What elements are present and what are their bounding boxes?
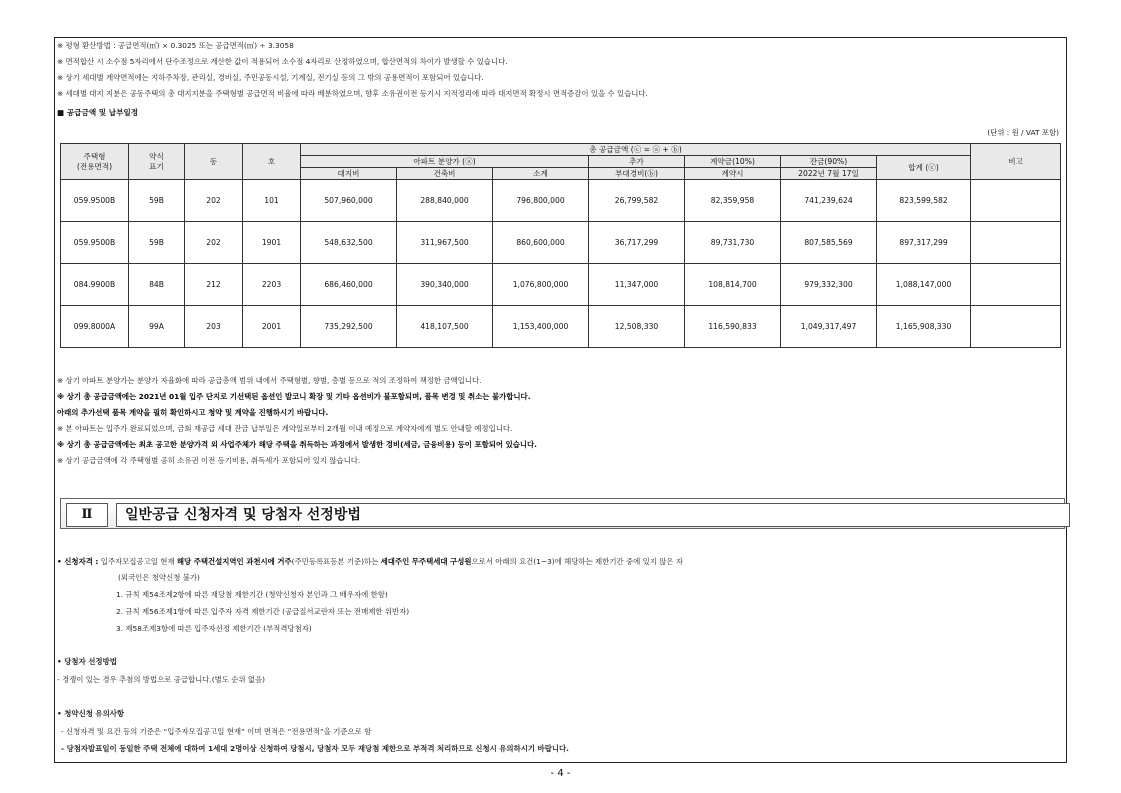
cell-extra-cost: 12,508,330 [589,306,685,348]
cell-total: 1,088,147,000 [877,264,971,306]
eligibility-label: • 신청자격 : [57,557,99,566]
winner-text: - 경쟁이 있는 경우 추첨의 방법으로 공급합니다.(별도 순위 없음) [57,675,266,684]
cell-subtotal: 860,600,000 [493,222,589,264]
cell-balance: 807,585,569 [781,222,877,264]
cell-land: 507,960,000 [301,180,397,222]
header-total: 총 공급금액 (ⓒ = ⓐ + ⓑ) [301,144,971,156]
cell-building: 390,340,000 [397,264,493,306]
cell-balance: 741,239,624 [781,180,877,222]
header-additional: 추가 [589,156,685,168]
winner-label: • 당첨자 선정방법 [57,657,117,666]
note-cost-included: ※ 상기 총 공급금액에는 최초 공고한 분양가격 외 사업주체가 해당 주택을 취득하는 과정에서 발생한 경비(세금, 금융비용) 등이 포함되어 있습니다. [57,440,537,449]
header-ho: 호 [243,144,301,180]
cell-total: 1,165,908,330 [877,306,971,348]
table-row [61,306,1061,348]
caution-line-1: - 신청자격 및 요건 등의 기준은 “입주자모집공고일 현재” 이며 면적은 “전용면적”을 기준으로 함 [61,727,372,736]
table-row [61,222,1061,264]
eligibility-text: 입주자모집공고일 현재 [98,557,177,566]
cell-dong: 202 [185,180,243,222]
note-option-excluded: ※ 상기 총 공급금액에는 2021년 01월 입주 단지로 기선택된 옵션인 발코니 확장 및 기타 옵션비가 불포함되며, 품목 변경 및 취소는 불가합니다. [57,392,531,401]
section-title-price: ■ 공급금액 및 납부일정 [57,108,139,117]
note-balance-due: ※ 본 아파트는 입주가 완료되었으며, 금회 재공급 세대 잔금 납부일은 계약일로부터 2개월 이내 예정으로 계약자에게 별도 안내할 예정입니다. [57,424,513,433]
cell-deposit: 82,359,958 [685,180,781,222]
header-note: 비고 [971,144,1061,180]
cell-subtotal: 1,076,800,000 [493,264,589,306]
header-sum: 합계 (ⓒ) [877,156,971,180]
header-balance: 잔금(90%) [781,156,877,168]
header-mark: 약식 표기 [129,144,185,180]
cell-mark: 59B [129,180,185,222]
note-area-rounding: ※ 면적합산 시 소수점 5자리에서 단수조정으로 계산한 값이 적용되어 소수점 4자리로 산정하였으며, 합산면적의 차이가 발생할 수 있습니다. [57,57,508,66]
table-row [61,264,1061,306]
cell-balance: 1,049,317,497 [781,306,877,348]
cell-extra-cost: 36,717,299 [589,222,685,264]
cell-deposit: 116,590,833 [685,306,781,348]
cell-dong: 202 [185,222,243,264]
note-tax-excluded: ※ 상기 공급금액에 각 주택형별 공히 소유권 이전 등기비용, 취득세가 포함되어 있지 않습니다. [57,456,361,465]
cell-ho: 101 [243,180,301,222]
header-type: 주택형 (전용면적) [61,144,129,180]
caution-line-2: - 당첨자발표일이 동일한 주택 전체에 대하여 1세대 2명이상 신청하여 당첨시, 당첨자 모두 재당첨 제한으로 부적격 처리하므로 신청시 유의하시기 바랍니다. [61,744,569,753]
header-land: 대지비 [301,168,397,180]
eligibility-household: 세대주인 무주택세대 구성원 [380,557,472,566]
header-on-contract: 계약시 [685,168,781,180]
header-extra-cost: 부대경비(ⓑ) [589,168,685,180]
cell-mark: 84B [129,264,185,306]
unit-label: (단위 : 원 / VAT 포함) [987,128,1059,137]
header-subtotal: 소계 [493,168,589,180]
eligibility-text: (주민등록표등본 기준)하는 [291,557,381,566]
cell-type: 059.9500B [61,180,129,222]
section-title-general-supply: 일반공급 신청자격 및 당첨자 선정방법 [116,503,1070,527]
header-balance-date: 2022년 7월 17일 [781,168,877,180]
cell-note [971,264,1061,306]
cell-deposit: 89,731,730 [685,222,781,264]
eligibility-item-3: 3. 제58조제3항에 따른 입주자선정 제한기간 (부적격당첨자) [116,624,312,633]
eligibility-item-1: 1. 규칙 제54조제2항에 따른 재당첨 제한기간 (청약신청자 본인과 그 배우자에 한함) [116,590,388,599]
price-table [60,143,1061,348]
note-common-area: ※ 상기 세대별 계약면적에는 지하주차장, 관리실, 경비실, 주민공동시설, 기계실, 전기실 등의 그 밖의 공용면적이 포함되어 있습니다. [57,73,484,82]
eligibility-text: 으로서 아래의 요건(1~3)에 해당하는 제한기간 중에 있지 않은 자 [471,557,683,566]
note-area-conversion: ※ 평형 환산방법 : 공급면적(㎡) × 0.3025 또는 공급면적(㎡) ÷ 3.3058 [57,41,294,50]
cell-type: 059.9500B [61,222,129,264]
header-dong: 동 [185,144,243,180]
cell-dong: 203 [185,306,243,348]
header-building: 건축비 [397,168,493,180]
note-price-adjust: ※ 상기 아파트 분양가는 분양가 자율화에 따라 공급총액 범위 내에서 주택형별, 향별, 층별 등으로 적의 조정하여 책정한 금액입니다. [57,376,482,385]
cell-extra-cost: 26,799,582 [589,180,685,222]
cell-note [971,306,1061,348]
cell-total: 823,599,582 [877,180,971,222]
cell-mark: 99A [129,306,185,348]
note-land-share: ※ 세대별 대지 지분은 공동주택의 총 대지지분을 주택형별 공급면적 비율에 따라 배분하였으며, 향후 소유권이전 등기시 지적정리에 따라 대지면적 확정시 면적증감이 있을 수 있습니다. [57,89,648,98]
section-header-2 [60,498,1065,529]
cell-type: 084.9900B [61,264,129,306]
cell-note [971,180,1061,222]
table-row [61,180,1061,222]
cell-ho: 2203 [243,264,301,306]
eligibility-item-2: 2. 규칙 제56조제1항에 따른 입주자 자격 제한기간 (공급질서교란자 또는 전매제한 위반자) [116,607,410,616]
cell-dong: 212 [185,264,243,306]
cell-building: 288,840,000 [397,180,493,222]
page-number: - 4 - [550,768,571,779]
cell-extra-cost: 11,347,000 [589,264,685,306]
caution-label: • 청약신청 유의사항 [57,709,124,718]
cell-type: 099.8000A [61,306,129,348]
section-number: Ⅱ [66,503,108,527]
cell-building: 418,107,500 [397,306,493,348]
cell-subtotal: 1,153,400,000 [493,306,589,348]
eligibility-foreigner: (외국인은 청약신청 불가) [118,573,200,582]
eligibility-region: 해당 주택건설지역인 과천시에 거주 [176,557,292,566]
cell-land: 548,632,500 [301,222,397,264]
header-apt-price: 아파트 분양가 (ⓐ) [301,156,589,168]
cell-mark: 59B [129,222,185,264]
cell-note [971,222,1061,264]
cell-building: 311,967,500 [397,222,493,264]
cell-subtotal: 796,800,000 [493,180,589,222]
cell-ho: 1901 [243,222,301,264]
cell-land: 735,292,500 [301,306,397,348]
eligibility-line [57,556,683,567]
cell-balance: 979,332,300 [781,264,877,306]
cell-deposit: 108,814,700 [685,264,781,306]
cell-total: 897,317,299 [877,222,971,264]
header-deposit: 계약금(10%) [685,156,781,168]
cell-ho: 2001 [243,306,301,348]
note-option-check: 아래의 추가선택 품목 계약을 필히 확인하시고 청약 및 계약을 진행하시기 바랍니다. [57,408,329,417]
cell-land: 686,460,000 [301,264,397,306]
